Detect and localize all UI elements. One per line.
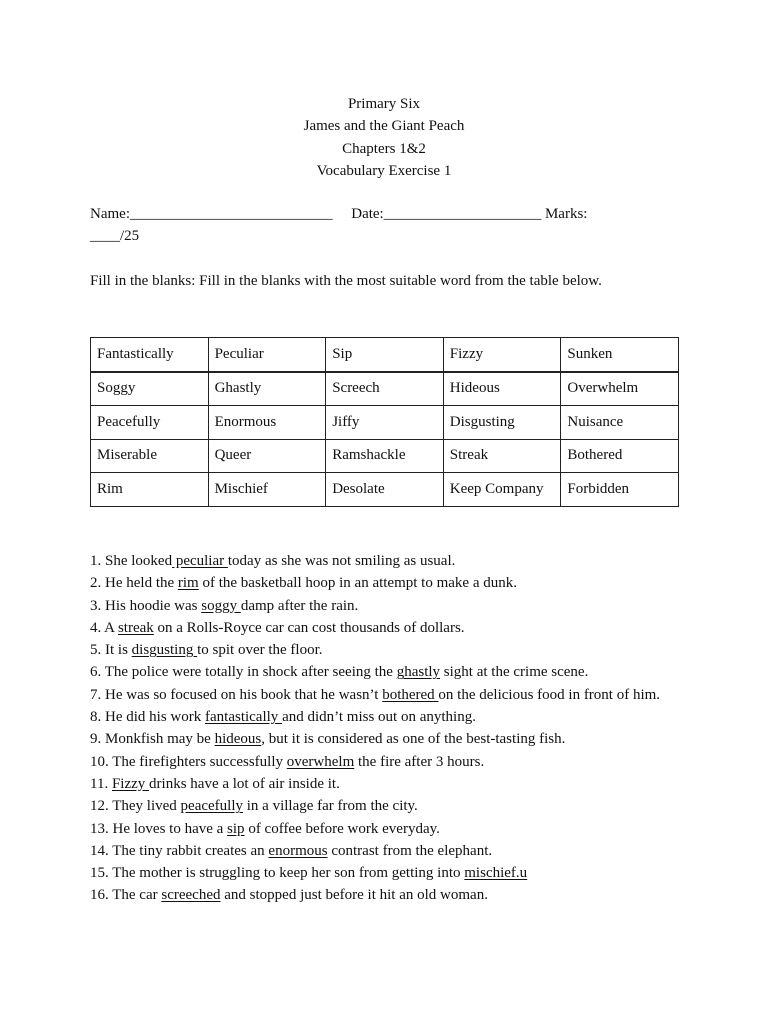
marks-value: ____/25 (90, 228, 140, 244)
sentence-item (90, 617, 690, 639)
sentence-item (90, 884, 690, 906)
sentence-text: and stopped just before it hit an old woman. (220, 887, 488, 904)
student-info (90, 203, 690, 247)
word-cell: Jiffy (326, 406, 444, 440)
sentence-text: 10. The firefighters successfully (90, 753, 287, 770)
marks-label: Marks: (544, 206, 588, 222)
sentence-text: 4. A (90, 619, 118, 636)
answer-word: ghastly (396, 664, 441, 681)
sentence-text: to spit over the floor. (197, 642, 323, 659)
word-cell: Sip (326, 338, 444, 372)
sentence-item (90, 728, 690, 750)
word-cell: Keep Company (443, 473, 561, 507)
sentence-text: on the delicious food in front of him. (438, 686, 661, 703)
sentence-item (90, 862, 690, 884)
word-cell: Desolate (326, 473, 444, 507)
sentence-text: of coffee before work everyday. (244, 820, 440, 837)
sentence-text: damp after the rain. (240, 597, 359, 614)
sentence-text: in a village far from the city. (243, 798, 418, 815)
word-cell: Enormous (208, 406, 326, 440)
sentence-text: contrast from the elephant. (327, 842, 493, 859)
sentence-text: 1. She looked (90, 553, 173, 569)
word-table-row (91, 473, 679, 507)
sentence-text: 3. His hoodie was (90, 597, 202, 614)
word-cell: Fantastically (91, 338, 209, 372)
answer-word: fantastically (205, 709, 283, 726)
sentence-text: 9. Monkfish may be (90, 731, 215, 748)
instructions: Fill in the blanks: Fill in the blanks with the most suitable word from the table below. (90, 273, 602, 289)
sentence-item (90, 751, 690, 773)
sentence-text: the fire after 3 hours. (354, 753, 485, 770)
sentence-item (90, 661, 690, 683)
word-table-row (91, 372, 679, 406)
sentence-text: and didn’t miss out on anything. (282, 709, 476, 726)
answer-word: mischief.u (464, 865, 528, 882)
date-label: Date: (351, 206, 384, 222)
name-blank: ___________________________ (129, 206, 333, 222)
sentence-text: 14. The tiny rabbit creates an (90, 842, 269, 859)
sentence-text: 16. The car (90, 887, 162, 904)
sentence-item (90, 639, 690, 661)
sentence-text: 15. The mother is struggling to keep her son from getting into (90, 865, 465, 882)
sentence-text: 2. He held the (90, 575, 178, 592)
answer-word: hideous (214, 731, 262, 748)
sentence-item (90, 818, 690, 840)
sentence-item (90, 706, 690, 728)
sentence-text: today as she was not smiling as usual. (227, 553, 456, 569)
sentence-text: 6. The police were totally in shock after seeing the (90, 664, 397, 681)
grade-level: Primary Six (347, 96, 421, 112)
word-cell: Soggy (91, 372, 209, 406)
sentence-item (90, 773, 690, 795)
answer-word: bothered (382, 686, 439, 703)
sentence-item (90, 684, 690, 706)
sentence-item (90, 840, 690, 862)
answer-word: streak (117, 619, 154, 636)
sentence-text: sight at the crime scene. (440, 664, 589, 681)
book-title: James and the Giant Peach (303, 118, 465, 135)
word-cell: Disgusting (443, 406, 561, 440)
word-cell: Forbidden (561, 473, 679, 507)
word-bank-table (90, 337, 679, 507)
answer-word: enormous (268, 842, 328, 859)
answer-word: overwhelm (286, 753, 355, 770)
answer-word: peculiar (172, 553, 228, 569)
word-cell: Peculiar (208, 338, 326, 372)
word-table-row (91, 338, 679, 372)
sentence-item (90, 795, 690, 817)
word-table-row (91, 439, 679, 473)
answer-word: disgusting (131, 642, 198, 659)
sentence-text: 13. He loves to have a (90, 820, 228, 837)
word-cell: Bothered (561, 439, 679, 473)
sentence-text: 11. (90, 775, 112, 792)
word-cell: Streak (443, 439, 561, 473)
word-cell: Peacefully (91, 406, 209, 440)
answer-word: peacefully (180, 798, 244, 815)
sentence-text: drinks have a lot of air inside it. (149, 775, 340, 792)
word-cell: Queer (208, 439, 326, 473)
sentence-text: 8. He did his work (90, 709, 205, 726)
word-cell: Nuisance (561, 406, 679, 440)
word-cell: Sunken (561, 338, 679, 372)
word-cell: Rim (91, 473, 209, 507)
worksheet-heading (0, 93, 768, 182)
answer-word: Fizzy (111, 775, 150, 792)
word-table-row (91, 406, 679, 440)
answer-word: sip (227, 820, 245, 837)
word-cell: Screech (326, 372, 444, 406)
sentence-item (90, 550, 690, 572)
sentence-text: 7. He was so focused on his book that he wasn’t (90, 686, 383, 703)
answer-word: soggy (201, 597, 241, 614)
word-cell: Mischief (208, 473, 326, 507)
date-blank: _____________________ (383, 206, 542, 222)
sentence-item (90, 572, 690, 594)
sentence-list (90, 550, 690, 907)
word-cell: Miserable (91, 439, 209, 473)
sentence-text: 12. They lived (90, 798, 181, 815)
word-cell: Fizzy (443, 338, 561, 372)
word-cell: Overwhelm (561, 372, 679, 406)
sentence-text: , but it is considered as one of the best-tasting fish. (261, 731, 566, 748)
sentence-text: on a Rolls-Royce car can cost thousands of dollars. (153, 619, 465, 636)
word-cell: Hideous (443, 372, 561, 406)
name-label: Name: (90, 206, 130, 222)
sentence-text: of the basketball hoop in an attempt to make a dunk. (198, 575, 517, 592)
sentence-text: 5. It is (90, 642, 132, 659)
word-cell: Ghastly (208, 372, 326, 406)
answer-word: rim (177, 575, 199, 592)
chapters: Chapters 1&2 (342, 140, 426, 157)
word-cell: Ramshackle (326, 439, 444, 473)
answer-word: screeched (161, 887, 221, 904)
sentence-item (90, 595, 690, 617)
exercise-title: Vocabulary Exercise 1 (316, 162, 452, 179)
